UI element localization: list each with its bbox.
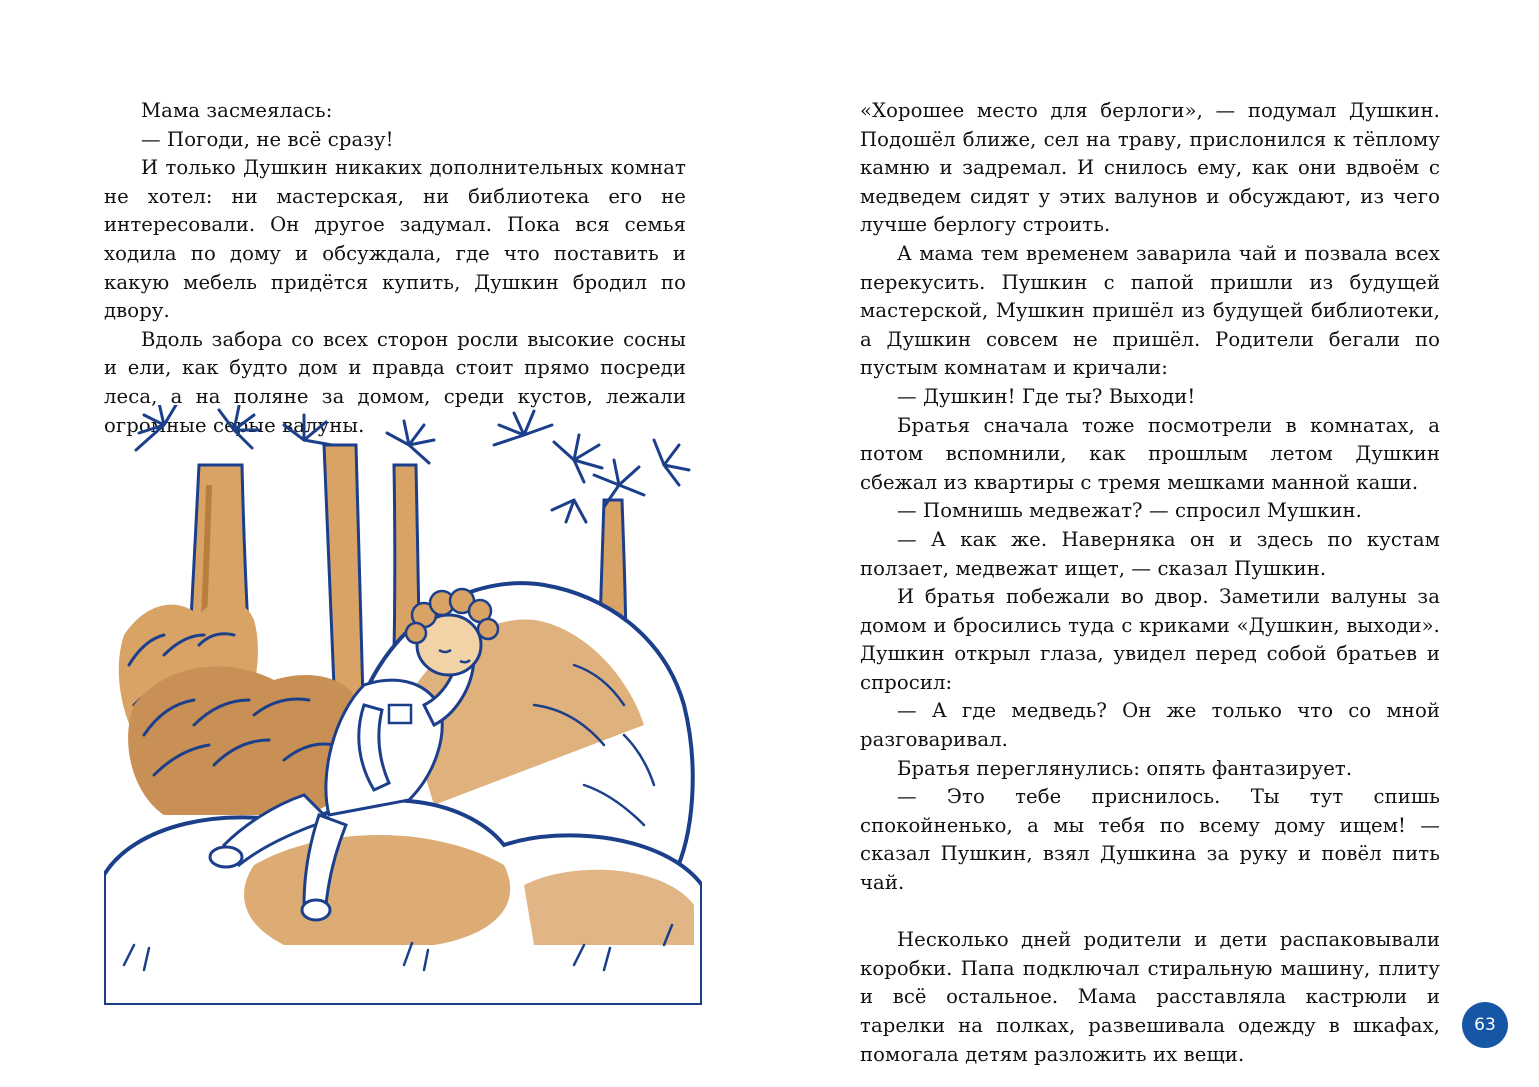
paragraph: «Хорошее место для берлоги», — подумал Душкин. Подошёл ближе, сел на траву, прислонился к тёплому камню и задремал. И снилось ему, как они вдвоём с медведем сидят у этих валунов и обсуждают, из чего лучше берлогу строить. xyxy=(860,99,1440,237)
paragraph: — А как же. Наверняка он и здесь по кустам ползает, медвежат ищет, — сказал Пушкин. xyxy=(860,527,1440,580)
paragraph: А мама тем временем заварила чай и позвала всех перекусить. Пушкин с папой пришли из будущей мастерской, Мушкин пришёл из будущей библиотеки, а Душкин совсем не пришёл. Родители бегали по пустым комнатам и кричали: xyxy=(860,241,1440,380)
paragraph: — Погоди, не всё сразу! xyxy=(141,127,394,151)
paragraph: — А где медведь? Он же только что со мной разговаривал. xyxy=(860,699,1440,752)
paragraph: Несколько дней родители и дети распаковывали коробки. Папа подключал стиральную машину, плиту и всё остальное. Мама расставляла кастрюли и тарелки на полках, развешивала одежду в шкафах, помогала детям разложить их вещи. xyxy=(860,928,1440,1066)
paragraph: — Душкин! Где ты? Выходи! xyxy=(897,384,1196,408)
paragraph: — Это тебе приснилось. Ты тут спишь спокойненько, а мы тебя по всему дому ищем! — сказал Пушкин, взял Душкина за руку и повёл пить чай. xyxy=(860,785,1440,895)
paragraph: И братья побежали во двор. Заметили валуны за домом и бросились туда с криками «Душкин, выходи». Душкин открыл глаза, увидел перед собой братьев и спросил: xyxy=(860,585,1440,694)
paragraph: Мама засмеялась: xyxy=(141,99,333,122)
left-text-column xyxy=(104,97,686,440)
paragraph: — Помнишь медвежат? — спросил Мушкин. xyxy=(897,499,1362,523)
paragraph: Братья сначала тоже посмотрели в комнатах, а потом вспомнили, как прошлым летом Душкин сбежал из квартиры с тремя мешками манной каши. xyxy=(860,413,1440,494)
paragraph: Братья переглянулись: опять фантазирует. xyxy=(897,756,1353,780)
page-number-badge: 63 xyxy=(1462,1002,1508,1048)
right-text-column xyxy=(860,97,1440,1069)
paragraph: И только Душкин никаких дополнительных комнат не хотел: ни мастерская, ни библиотека его не интересовали. Он другое задумал. Пока вся семья ходила по дому и обсуждала, где что поставить и какую мебель придётся купить, Душкин бродил по двору. xyxy=(104,156,686,323)
paragraph: Вдоль забора со всех сторон росли высокие сосны и ели, как будто дом и правда стоит прямо посреди леса, а на поляне за домом, среди кустов, лежали огромные серые валуны. xyxy=(104,327,686,437)
illustration-boy-sleeping-by-boulder xyxy=(104,405,702,1005)
